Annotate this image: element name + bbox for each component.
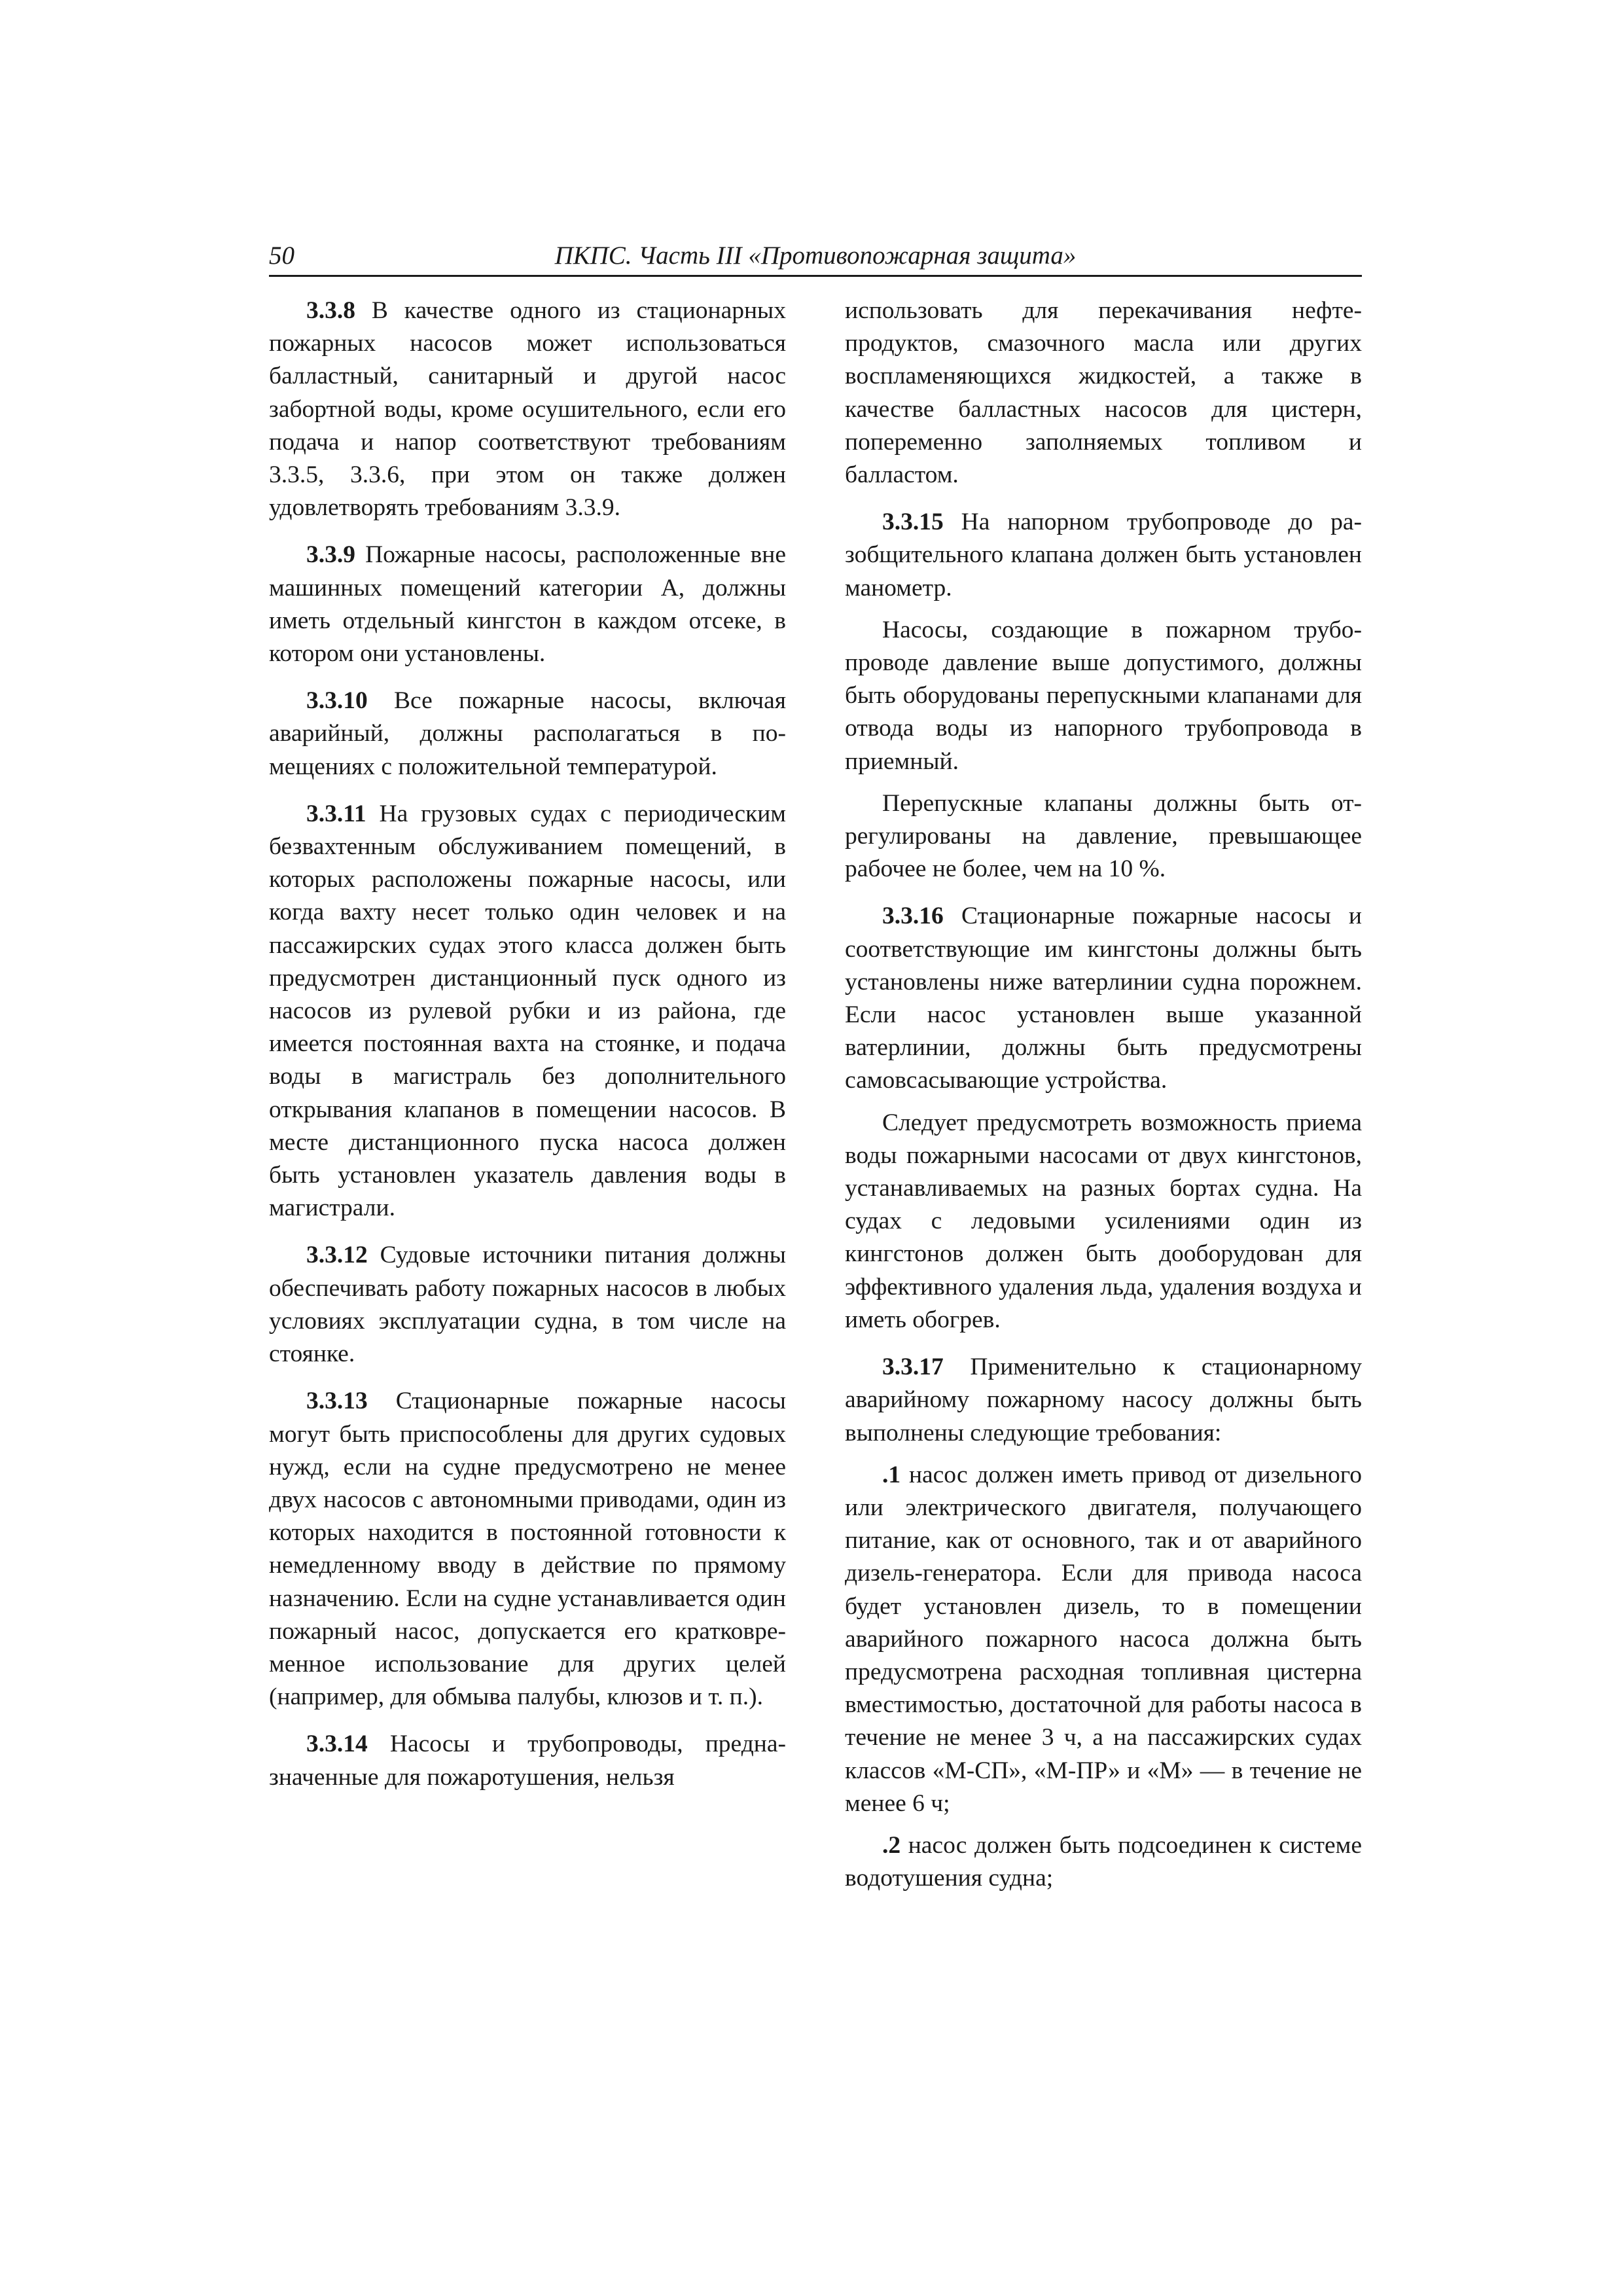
paragraph-3-3-10 bbox=[269, 685, 786, 783]
clause-number: 3.3.17 bbox=[882, 1354, 944, 1381]
clause-number: 3.3.8 bbox=[306, 297, 355, 324]
paragraph-text: На грузовых судах с периодическим безвахтенным обслуживанием помещений, в которых расположены пожарные насосы, или когда вахту несет только один человек и на пассажирских судах этого класса должен быть предусмотрен дистанционный пуск одного из насосов из рулевой рубки и из района, где имеется постоянная вахта на стоянке, и подача воды в магистраль без дополнительного открывания клапанов в помещении насосов. В месте дистанционного пуска насоса должен быть установлен указатель давления воды в магистрали. bbox=[269, 800, 786, 1222]
paragraph-item-1 bbox=[845, 1459, 1362, 1820]
page-number: 50 bbox=[269, 242, 294, 270]
clause-number: 3.3.9 bbox=[306, 541, 355, 569]
clause-number: 3.3.16 bbox=[882, 903, 944, 930]
paragraph-3-3-14 bbox=[269, 1728, 786, 1793]
left-column bbox=[269, 295, 786, 1794]
paragraph-text: На напорном трубопроводе до разобщительного клапана должен быть установлен манометр. bbox=[845, 509, 1362, 601]
paragraph-text: насос должен быть подсоединен к системе водотушения судна; bbox=[845, 1831, 1362, 1892]
paragraph-text: Все пожарные насосы, включая аварийный, должны располагаться в помещениях с положительной температурой. bbox=[269, 687, 786, 780]
paragraph-text: Стационарные пожарные насосы и соответствующие им кингстоны должны быть установлены ниже ватерлинии судна порожнем. Если насос установлен выше указанной ватерлинии, должны быть предусмотрены самовсасывающие устройства. bbox=[845, 903, 1362, 1094]
running-header bbox=[269, 241, 1362, 277]
right-column bbox=[845, 295, 1362, 1895]
paragraph-text: насос должен иметь привод от дизельного или электрического двигателя, получающего питание, как от основного, так и от аварийного дизель-генератора. Если для привода насоса будет установлен дизель, то в помещении аварийного пожарного насоса должна быть предусмотрена расходная топливная цистерна вместимостью, достаточной для работы насоса в течение не менее 3 ч, а на пассажирских судах классов «М-СП», «М-ПР» и «М» — в течение не менее 6 ч; bbox=[845, 1461, 1362, 1817]
paragraph-text: Следует предусмотреть возможность приема воды пожарными насосами от двух кингстонов, устанавливаемых на разных бортах судна. На судах с ледовыми усилениями один из кингстонов должен быть дооборудован для эффективного удаления льда, удаления воздуха и иметь обогрев. bbox=[845, 1109, 1362, 1333]
paragraph-text: Насосы и трубопроводы, предназначенные для пожаротушения, нельзя bbox=[269, 1731, 786, 1791]
paragraph-text: Стационарные пожарные насосы могут быть приспособлены для других судовых нужд, если на судне предусмотрено не менее двух насосов с автономными приводами, один из которых находится в постоянной готовности к немедленному вводу в действие по прямому назначению. Если на судне устанавливается один пожарный насос, допускается его кратковременное использование для других целей (например, для обмыва палубы, клюзов и т. п.). bbox=[269, 1388, 786, 1711]
paragraph-text: Применительно к стационарному аварийному пожарному насосу должны быть выполнены следующие требования: bbox=[845, 1354, 1362, 1446]
item-number: .2 bbox=[882, 1831, 901, 1859]
clause-number: 3.3.12 bbox=[306, 1242, 368, 1269]
clause-number: 3.3.11 bbox=[306, 800, 366, 827]
paragraph-item-2 bbox=[845, 1829, 1362, 1895]
paragraph-3-3-14-continued bbox=[845, 295, 1362, 492]
paragraph-text: Пожарные насосы, расположенные вне машинных помещений категории А, должны иметь отдельный кингстон в каждом отсеке, в котором они установлены. bbox=[269, 541, 786, 668]
paragraph-3-3-9 bbox=[269, 539, 786, 670]
clause-number: 3.3.13 bbox=[306, 1388, 368, 1415]
paragraph-3-3-11 bbox=[269, 798, 786, 1225]
paragraph-text: В качестве одного из стационарных пожарных насосов может использоваться балластный, санитарный и другой насос забортной воды, кроме осушительного, если его подача и напор соответствуют требованиям 3.3.5, 3.3.6, при этом он также должен удовлетворять требованиям 3.3.9. bbox=[269, 297, 786, 522]
paragraph-3-3-17 bbox=[845, 1351, 1362, 1450]
paragraph-3-3-8 bbox=[269, 295, 786, 524]
paragraph-3-3-15 bbox=[845, 506, 1362, 605]
paragraph-text: Перепускные клапаны должны быть отрегулированы на давление, превышающее рабочее не более, чем на 10 %. bbox=[845, 789, 1362, 883]
paragraph-text: Судовые источники питания должны обеспечивать работу пожарных насосов в любых условиях эксплуатации судна, в том числе на стоянке. bbox=[269, 1242, 786, 1368]
paragraph-3-3-12 bbox=[269, 1239, 786, 1371]
paragraph-text: Насосы, создающие в пожарном трубопроводе давление выше допустимого, должны быть оборудованы перепускными клапанами для отвода воды из напорного трубопровода в приемный. bbox=[845, 616, 1362, 775]
clause-number: 3.3.10 bbox=[306, 687, 368, 715]
clause-number: 3.3.14 bbox=[306, 1731, 368, 1758]
header-title: ПКПС. Часть III «Противопожарная защита» bbox=[554, 242, 1077, 270]
paragraph-sea-chests bbox=[845, 1107, 1362, 1336]
clause-number: 3.3.15 bbox=[882, 509, 944, 536]
paragraph-3-3-16 bbox=[845, 900, 1362, 1097]
paragraph-3-3-13 bbox=[269, 1385, 786, 1713]
paragraph-bypass-valves bbox=[845, 787, 1362, 886]
paragraph-text: использовать для перекачивания нефтепродуктов, смазочного масла или других воспламеняющихся жидкостей, а также в качестве балластных насосов для цистерн, попеременно заполняемых топливом и балластом. bbox=[845, 297, 1362, 489]
paragraph-bypass-pumps bbox=[845, 614, 1362, 778]
item-number: .1 bbox=[882, 1461, 901, 1488]
